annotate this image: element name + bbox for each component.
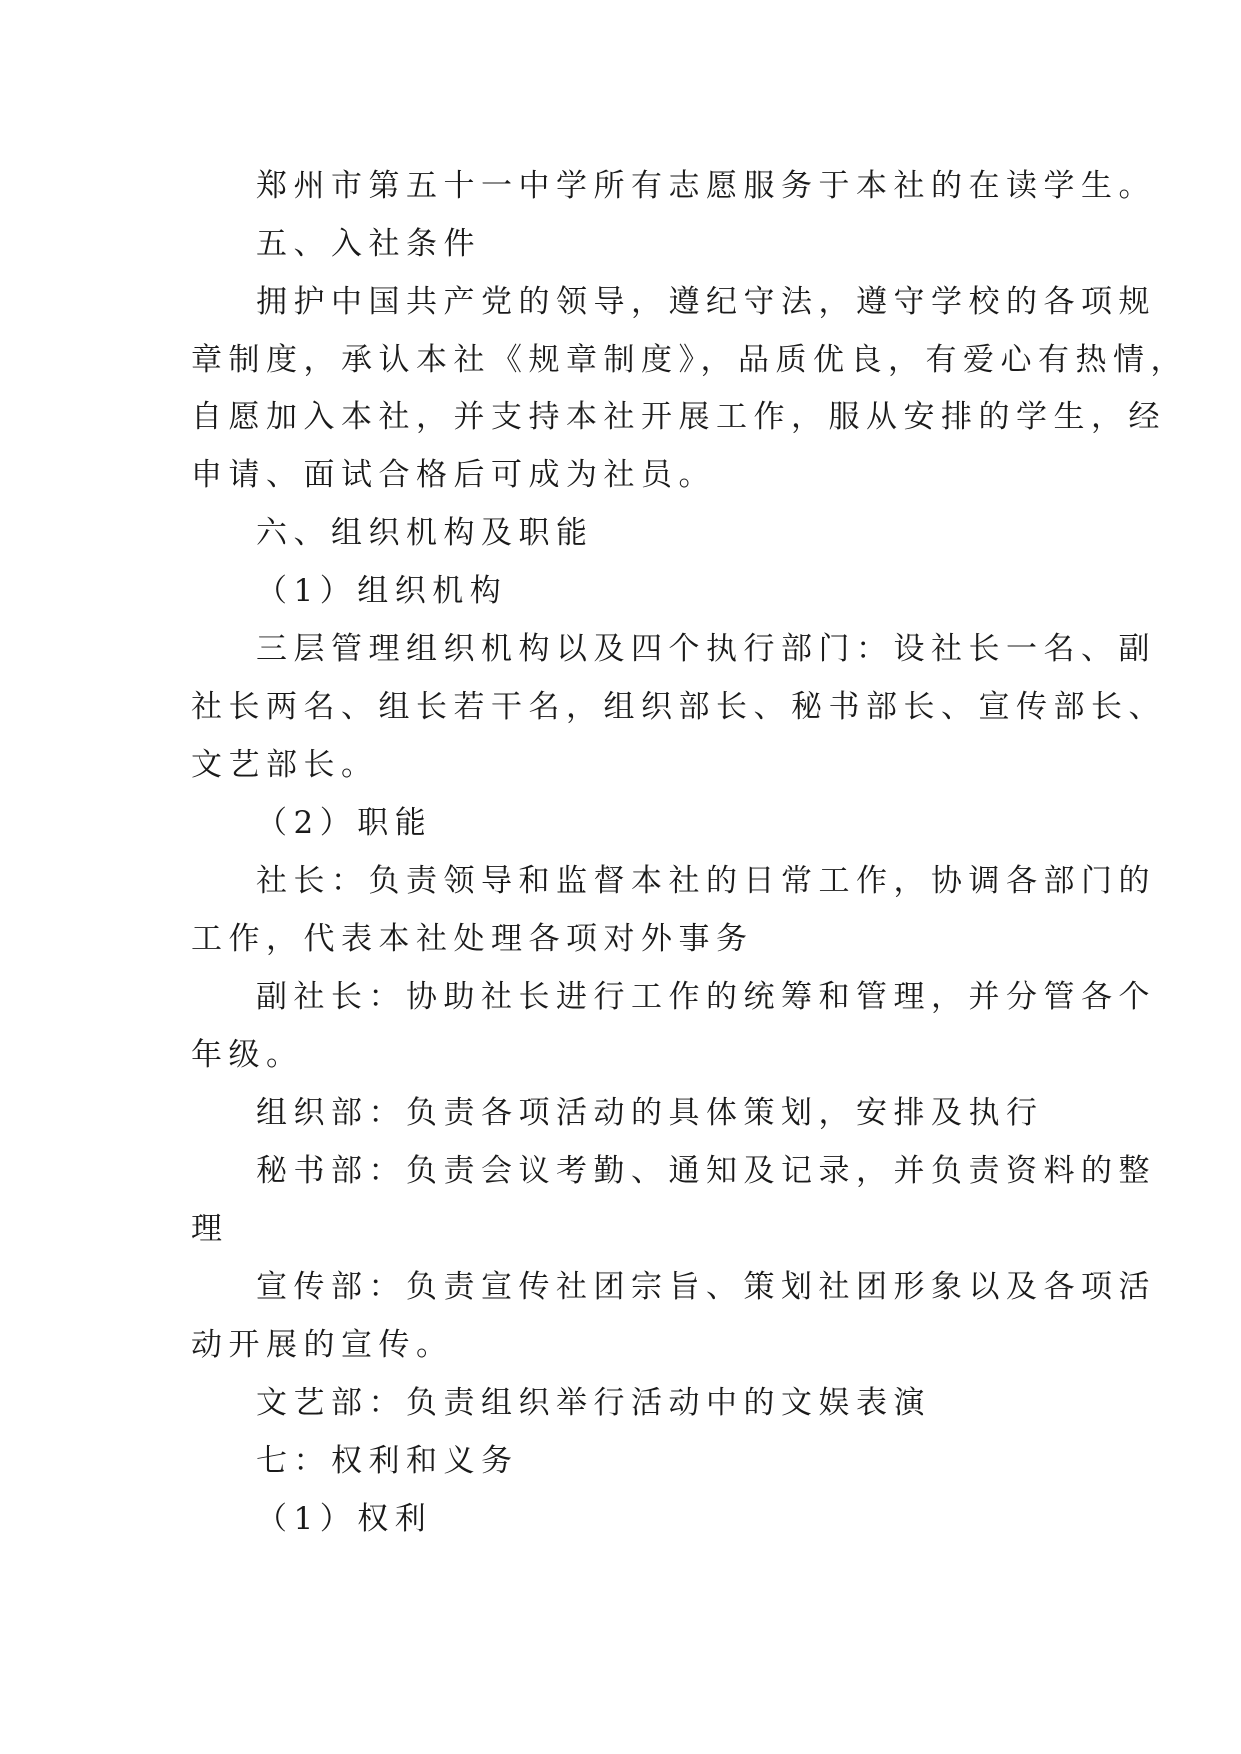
text-line: 组织部：负责各项活动的具体策划，安排及执行 [256, 1095, 1044, 1131]
text-line: 社长两名、组长若干名，组织部长、秘书部长、宣传部长、 [191, 689, 1166, 725]
text-line: 工作，代表本社处理各项对外事务 [191, 921, 754, 957]
text-line: 郑州市第五十一中学所有志愿服务于本社的在读学生。 [256, 168, 1156, 204]
text-line: 自愿加入本社，并支持本社开展工作，服从安排的学生，经 [191, 399, 1166, 435]
section-heading: 六、组织机构及职能 [256, 515, 594, 551]
text-line: 理 [191, 1211, 229, 1247]
text-line: 三层管理组织机构以及四个执行部门：设社长一名、副 [256, 631, 1156, 667]
section-heading: 七：权利和义务 [256, 1443, 519, 1479]
text-line: 秘书部：负责会议考勤、通知及记录，并负责资料的整 [256, 1153, 1156, 1189]
text-line: 年级。 [191, 1037, 304, 1073]
text-line: 宣传部：负责宣传社团宗旨、策划社团形象以及各项活 [256, 1269, 1156, 1305]
text-line: 社长：负责领导和监督本社的日常工作，协调各部门的 [256, 863, 1156, 899]
text-line: 文艺部长。 [191, 747, 379, 783]
section-heading: 五、入社条件 [256, 226, 481, 262]
text-line: 章制度，承认本社《规章制度》，品质优良，有爱心有热情， [191, 342, 1188, 378]
text-line: 文艺部：负责组织举行活动中的文娱表演 [256, 1385, 931, 1421]
text-line: 拥护中国共产党的领导，遵纪守法，遵守学校的各项规 [256, 284, 1156, 320]
text-line: 动开展的宣传。 [191, 1327, 454, 1363]
text-line: 副社长：协助社长进行工作的统筹和管理，并分管各个 [256, 979, 1156, 1015]
subsection-heading: （2）职能 [256, 805, 433, 841]
subsection-heading: （1）组织机构 [256, 573, 508, 609]
text-line: 申请、面试合格后可成为社员。 [191, 457, 716, 493]
subsection-heading: （1）权利 [256, 1501, 433, 1537]
